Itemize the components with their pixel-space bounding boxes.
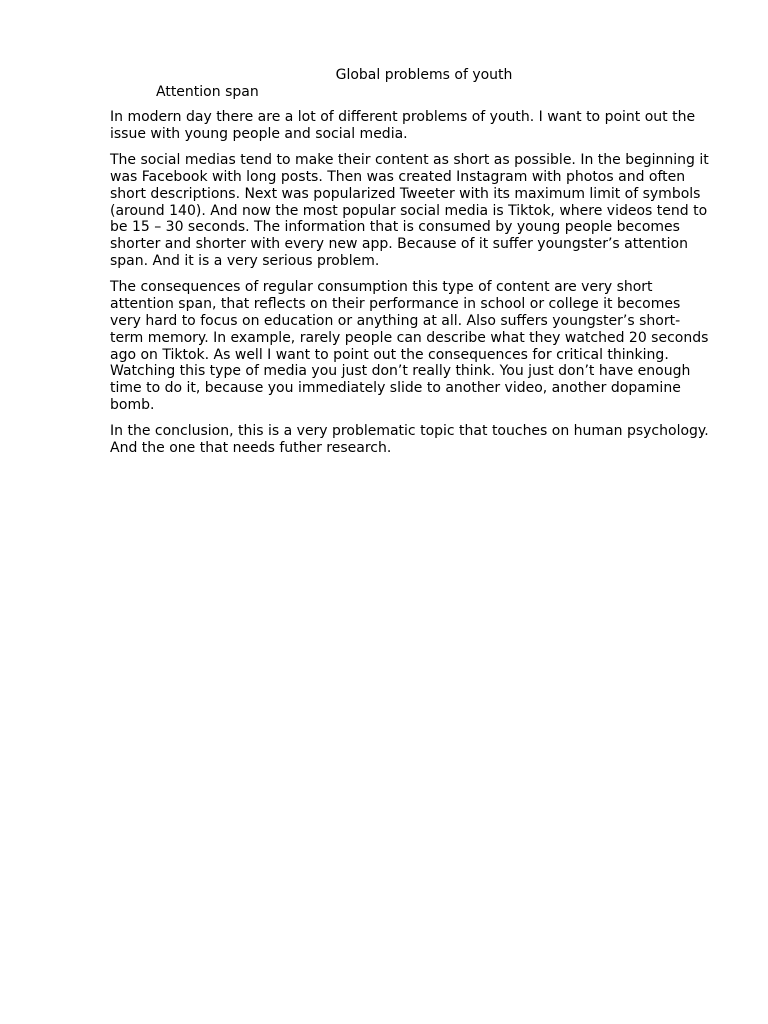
paragraph-social-media: The social medias tend to make their content as short as possible. In the beginning it was Facebook with long posts. Then was created Instagram with photos and often short descriptions. Next was popularized Tweeter with its maximum limit of symbols (around 140). And now the most popular social media is Tiktok, where videos tend to be 15 – 30 seconds. The information that is consumed by young people becomes shorter and shorter with every new app. Because of it suffer youngster’s attention span. And it is a very serious problem. [110,152,709,269]
document-body [110,67,712,467]
paragraph-consequences: The consequences of regular consumption this type of content are very short attention span, that reflects on their performance in school or college it becomes very hard to focus on education or anything at all. Also suffers youngster’s short-term memory. In example, rarely people can describe what they watched 20 seconds ago on Tiktok. As well I want to point out the consequences for critical thinking. Watching this type of media you just don’t really think. You just don’t have enough time to do it, because you immediately slide to another video, another dopamine bomb. [110,279,709,413]
document-subtitle: Attention span [156,84,259,100]
paragraph-intro: In modern day there are a lot of different problems of youth. I want to point out the issue with young people and social media. [110,109,696,142]
document-title: Global problems of youth [335,67,513,83]
paragraph-conclusion: In the conclusion, this is a very problematic topic that touches on human psychology. And the one that needs futher research. [110,423,709,457]
